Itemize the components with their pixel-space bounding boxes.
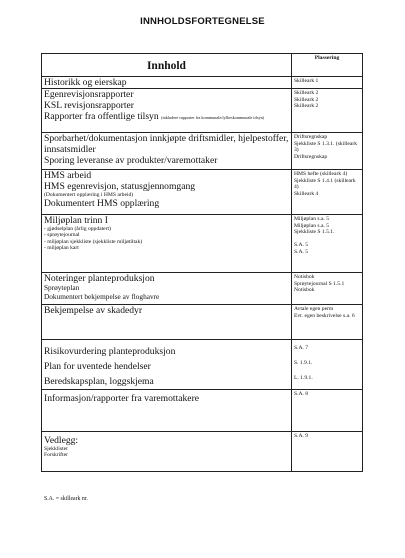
table-row [42, 273, 363, 305]
table-row [42, 170, 363, 215]
row-text: Bekjempelse av skadedyr [44, 305, 143, 316]
placement-text: S.A. 8 [293, 391, 309, 397]
table-row [42, 77, 363, 89]
placement-text: Driftsregnskap [293, 153, 328, 160]
content-cell [42, 89, 292, 133]
row-text: Miljøplan trinn I [44, 215, 108, 226]
placement-cell [291, 170, 362, 215]
row-subtext: Forskrifter [44, 452, 68, 459]
content-cell [42, 432, 292, 472]
row-text: Egenrevisjonsrapporter [44, 89, 134, 100]
placement-text: Miljøplan s.a. 5 [293, 216, 330, 222]
content-cell [42, 390, 292, 432]
row-text: KSL revisjonsrapporter [44, 100, 134, 111]
placement-text: Sjekkliste S 1.3.1. (skilleark 3) [293, 140, 358, 154]
placement-text: Miljøplan s.a. 5 [293, 222, 330, 229]
placement-text: Avtale egen perm [293, 306, 334, 312]
content-cell [42, 133, 292, 170]
table-row [42, 133, 363, 170]
placement-text: Notisbok [293, 274, 315, 280]
placement-cell [291, 133, 362, 170]
row-text: Sporbarhet/dokumentasjon innkjøpte driftsmidler, hjelpestoffer, innsatsmidler [44, 133, 289, 155]
placement-text: Skilleark 2 [293, 103, 319, 110]
placement-cell [291, 340, 362, 390]
placement-text: Skilleark 2 [293, 90, 319, 96]
row-text: Sprøyteplan [44, 283, 80, 292]
placement-text: Sjekkliste S 1.5.1. [293, 229, 335, 236]
table-row [42, 432, 363, 472]
row-text: HMS egenrevisjon, statusgjennomgang [44, 181, 196, 192]
placement-text: Skilleark 4 [293, 190, 319, 197]
placement-text: S.A. 9 [293, 433, 309, 439]
table-row [42, 390, 363, 432]
document-title: INNHOLDSFORTEGNELSE [140, 16, 265, 27]
row-text: Risikovurdering planteproduksjon [44, 346, 176, 357]
placement-text: Driftsregnskap [293, 134, 328, 140]
row-text: Informasjon/rapporter fra varemottakere [44, 393, 200, 404]
row-text: Rapporter fra offentlige tilsyn (inkludere rapporter fra kommunale/fylkeskommunale tilsyn) [44, 111, 265, 122]
placement-text: L. 1.9.1. [293, 375, 313, 381]
placement-text: HMS hefte (skilleark 4) [293, 171, 348, 177]
placement-text: Skilleark 1 [293, 78, 319, 84]
table-row [42, 340, 363, 390]
footnote: S.A. = skilleark nr. [44, 496, 88, 502]
row-subtext: (Dokumentert opplæring i HMS arbeid) [44, 192, 134, 198]
row-text: Vedlegg: [44, 435, 79, 446]
row-text: Dokumentert HMS opplæring [44, 198, 160, 210]
content-cell [42, 170, 292, 215]
row-subtext: - miljøplan kart [44, 245, 79, 252]
row-text: Dokumentert bekjempelse av floghavre [44, 291, 160, 301]
row-note: (inkludere rapporter fra kommunale/fylkeskommunale tilsyn) [161, 115, 265, 120]
content-cell [42, 273, 292, 305]
row-text: Beredskapsplan, loggskjema [44, 376, 154, 387]
row-text: Noteringer planteproduksjon [44, 273, 155, 284]
placement-text: S.A. 7 [293, 345, 309, 351]
row-text: Historikk og eierskap [44, 77, 127, 88]
content-cell [42, 305, 292, 340]
row-subtext: Sjekklister [44, 446, 68, 452]
placement-cell [291, 77, 362, 89]
placement-text [294, 236, 360, 243]
header-content: Innhold [42, 54, 292, 77]
table-header-row [42, 54, 363, 77]
row-text: Sporing leveranse av produkter/varemottaker [44, 155, 218, 166]
placement-text: Sjekkliste S 1.4.1 (skilleark 4) [293, 177, 356, 191]
placement-text: Notisbok [293, 287, 315, 294]
row-subtext: - gjødselplan (årlig oppdatert) [44, 226, 111, 232]
placement-cell [291, 305, 362, 340]
content-cell [42, 77, 292, 89]
placement-text: S. 1.9.1. [293, 360, 313, 366]
row-subtext: - miljøplan sjekkliste (sjekkliste miljøtiltak) [44, 238, 143, 245]
placement-text: Skilleark 2 [293, 96, 319, 103]
table-row [42, 89, 363, 133]
content-cell [42, 340, 292, 390]
placement-cell [291, 390, 362, 432]
placement-text: S.A. 5 [293, 248, 309, 255]
placement-cell [291, 89, 362, 133]
contents-table [41, 53, 363, 472]
row-subtext: - sprøytejournal [44, 232, 80, 239]
header-placement: Plassering [291, 54, 362, 77]
placement-text: Evt. egen beskrivelse s.a. 6 [293, 312, 355, 319]
placement-cell [291, 273, 362, 305]
placement-cell [291, 432, 362, 472]
placement-text: S.A. 5 [293, 242, 309, 249]
content-cell [42, 215, 292, 273]
row-text: HMS arbeid [44, 170, 92, 181]
placement-text: Sprøytejournal S 1.5.1 [293, 280, 345, 287]
table-row [42, 215, 363, 273]
placement-cell [291, 215, 362, 273]
row-text: Plan for uventede hendelser [44, 361, 151, 372]
table-row [42, 305, 363, 340]
